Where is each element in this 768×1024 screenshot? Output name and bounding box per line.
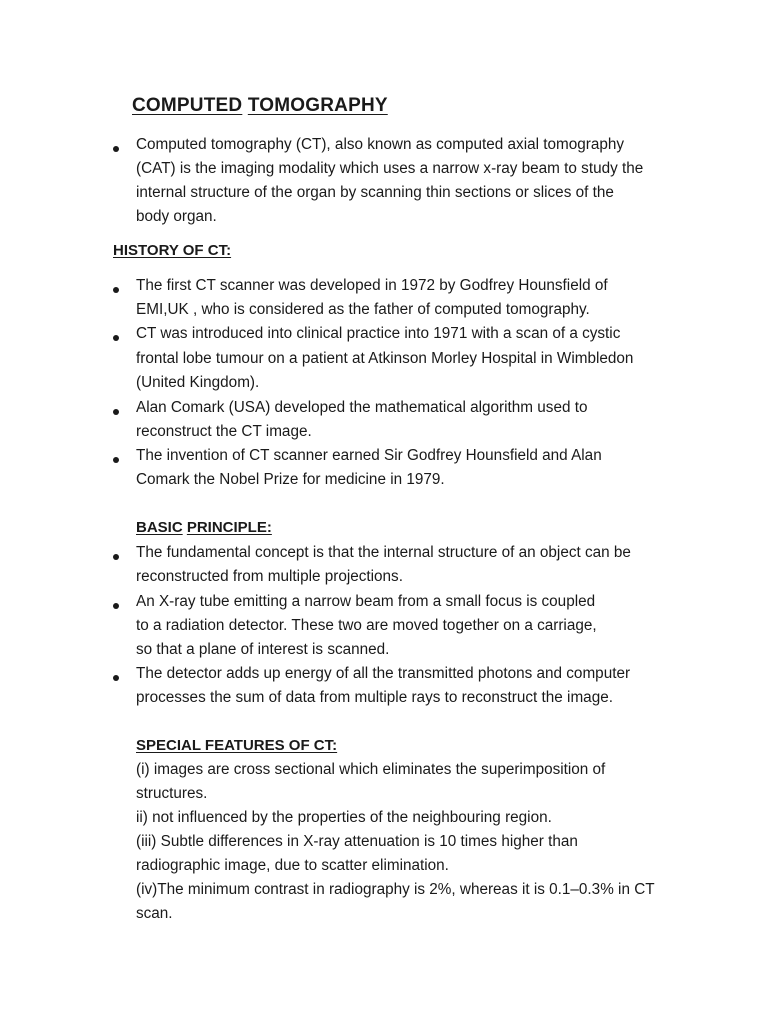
intro-line: Computed tomography (CT), also known as computed axial tomography [136, 136, 625, 153]
history-line: CT was introduced into clinical practice into 1971 with a scan of a cystic [136, 325, 621, 342]
bullet-dot [113, 146, 119, 152]
bullet-dot [113, 409, 119, 415]
features-line: (iv)The minimum contrast in radiography is 2%, whereas it is 0.1–0.3% in CT [136, 881, 655, 898]
features-line: scan. [136, 905, 173, 922]
section-heading-history [113, 242, 231, 259]
features-line: ii) not influenced by the properties of the neighbouring region. [136, 809, 552, 826]
bullet-dot [113, 287, 119, 293]
features-line: (i) images are cross sectional which eliminates the superimposition of [136, 761, 606, 778]
history-line: frontal lobe tumour on a patient at Atkinson Morley Hospital in Wimbledon [136, 350, 634, 367]
bullet-dot [113, 603, 119, 609]
page-title [132, 95, 388, 117]
bullet-dot [113, 457, 119, 463]
principle-line: so that a plane of interest is scanned. [136, 641, 390, 658]
intro-line: (CAT) is the imaging modality which uses a narrow x-ray beam to study the [136, 160, 644, 177]
bullet-dot [113, 675, 119, 681]
history-line: (United Kingdom). [136, 374, 260, 391]
history-line: The first CT scanner was developed in 1972 by Godfrey Hounsfield of [136, 277, 608, 294]
title-word-tomography: TOMOGRAPHY [247, 95, 388, 116]
section-heading-features [136, 737, 337, 754]
principle-line: reconstructed from multiple projections. [136, 568, 403, 585]
history-line: reconstruct the CT image. [136, 423, 312, 440]
history-heading-text: HISTORY OF CT: [113, 242, 232, 259]
principle-line: to a radiation detector. These two are moved together on a carriage, [136, 617, 597, 634]
history-line: The invention of CT scanner earned Sir Godfrey Hounsfield and Alan [136, 447, 602, 464]
history-line: Comark the Nobel Prize for medicine in 1979. [136, 471, 445, 488]
features-line: radiographic image, due to scatter elimination. [136, 857, 449, 874]
principle-line: An X-ray tube emitting a narrow beam from a small focus is coupled [136, 593, 596, 610]
features-line: structures. [136, 785, 208, 802]
principle-heading-word1: BASIC [136, 519, 183, 536]
principle-line: processes the sum of data from multiple rays to reconstruct the image. [136, 689, 613, 706]
principle-heading-word2: PRINCIPLE: [186, 519, 272, 536]
features-line: (iii) Subtle differences in X-ray attenuation is 10 times higher than [136, 833, 578, 850]
history-line: EMI,UK , who is considered as the father of computed tomography. [136, 301, 590, 318]
intro-line: body organ. [136, 208, 217, 225]
section-heading-principle [136, 519, 272, 536]
intro-line: internal structure of the organ by scanning thin sections or slices of the [136, 184, 614, 201]
bullet-dot [113, 554, 119, 560]
history-line: Alan Comark (USA) developed the mathematical algorithm used to [136, 399, 588, 416]
bullet-dot [113, 335, 119, 341]
features-heading-text: SPECIAL FEATURES OF CT: [136, 737, 338, 754]
principle-line: The detector adds up energy of all the transmitted photons and computer [136, 665, 631, 682]
principle-line: The fundamental concept is that the internal structure of an object can be [136, 544, 631, 561]
title-word-computed: COMPUTED [132, 95, 243, 116]
